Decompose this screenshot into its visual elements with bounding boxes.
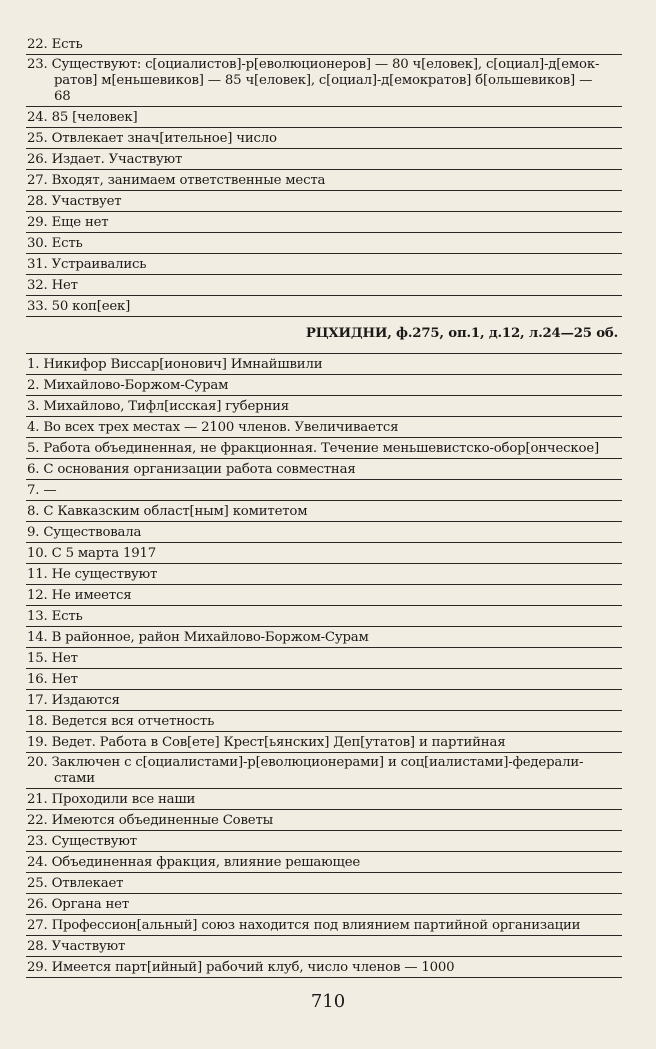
answer-number: 25.	[27, 131, 48, 146]
answer-text: Отвлекает	[51, 876, 124, 891]
answer-number: 18.	[27, 714, 48, 729]
answer-number: 29.	[27, 215, 48, 230]
answer-number: 7.	[27, 483, 40, 498]
answer-text: Ведет. Работа в Сов[ете] Крест[ьянских] Деп[утатов] и партийная	[51, 735, 506, 750]
answer-row	[26, 354, 622, 375]
answer-number: 29.	[27, 960, 48, 975]
answer-text: 85 [человек]	[51, 110, 138, 125]
answer-number: 24.	[27, 110, 48, 125]
answer-text: 50 коп[еек]	[51, 299, 131, 314]
answer-row	[26, 627, 622, 648]
answer-row	[26, 873, 622, 894]
answer-number: 23.	[27, 834, 48, 849]
answer-text-continuation: 68	[54, 89, 71, 104]
answer-row	[26, 233, 622, 254]
answer-row	[26, 501, 622, 522]
answer-row	[26, 690, 622, 711]
answer-row	[26, 957, 622, 978]
answer-number: 5.	[27, 441, 40, 456]
answer-text: Профессион[альный] союз находится под влиянием партийной организации	[51, 918, 581, 933]
answer-number: 3.	[27, 399, 40, 414]
answer-text: Отвлекает знач[ительное] число	[51, 131, 277, 146]
answer-row	[26, 648, 622, 669]
answer-number: 26.	[27, 152, 48, 167]
answer-text: С основания организации работа совместная	[43, 462, 356, 477]
answer-number: 8.	[27, 504, 40, 519]
answer-number: 12.	[27, 588, 48, 603]
answer-text: Есть	[51, 236, 83, 251]
answer-number: 1.	[27, 357, 40, 372]
answer-number: 27.	[27, 173, 48, 188]
answer-row	[26, 522, 622, 543]
answer-text: Устраивались	[51, 257, 147, 272]
answer-number: 6.	[27, 462, 40, 477]
answer-number: 24.	[27, 855, 48, 870]
answer-row	[26, 810, 622, 831]
answer-row	[26, 732, 622, 753]
answer-text: Не существуют	[51, 567, 158, 582]
answer-row	[26, 254, 622, 275]
answer-text: Участвует	[51, 194, 122, 209]
answer-number: 22.	[27, 813, 48, 828]
answer-row	[26, 459, 622, 480]
answer-text: Издает. Участвуют	[51, 152, 183, 167]
answer-text: —	[43, 483, 57, 498]
archive-source-reference: РЦХИДНИ, ф.275, оп.1, д.12, л.24—25 об.	[26, 317, 622, 354]
answer-row	[26, 543, 622, 564]
answer-row	[26, 831, 622, 852]
answer-row	[26, 480, 622, 501]
answer-number: 22.	[27, 37, 48, 52]
answer-number: 2.	[27, 378, 40, 393]
answer-row	[26, 894, 622, 915]
answer-text: Ведется вся отчетность	[51, 714, 215, 729]
answer-text: Органа нет	[51, 897, 129, 912]
answer-row	[26, 669, 622, 690]
answer-text: Нет	[51, 278, 78, 293]
answer-text: Существуют: с[оциалистов]-р[еволюционеров] — 80 ч[еловек], с[оциал]-д[емок-	[51, 57, 600, 72]
answer-number: 11.	[27, 567, 48, 582]
answer-row	[26, 789, 622, 810]
answer-number: 23.	[27, 57, 48, 72]
answer-text-continuation: ратов] м[еньшевиков] — 85 ч[еловек], с[оциал]-д[емократов] б[ольшевиков] —	[54, 73, 593, 88]
answer-row	[26, 275, 622, 296]
questionnaire-answers-part-1	[26, 34, 622, 317]
answer-number: 14.	[27, 630, 48, 645]
document-page	[26, 34, 622, 978]
answer-row	[26, 170, 622, 191]
answer-row	[26, 606, 622, 627]
answer-row	[26, 936, 622, 957]
answer-text: Во всех трех местах — 2100 членов. Увеличивается	[43, 420, 399, 435]
answer-text: Входят, занимаем ответственные места	[51, 173, 326, 188]
answer-number: 10.	[27, 546, 48, 561]
answer-text: Михайлово, Тифл[исская] губерния	[43, 399, 289, 414]
answer-text: Имеется парт[ийный] рабочий клуб, число членов — 1000	[51, 960, 455, 975]
answer-row	[26, 915, 622, 936]
answer-text: Не имеется	[51, 588, 132, 603]
answer-number: 32.	[27, 278, 48, 293]
answer-row	[26, 585, 622, 606]
answer-row	[26, 55, 622, 107]
answer-row	[26, 753, 622, 789]
answer-number: 21.	[27, 792, 48, 807]
answer-text-continuation: стами	[54, 771, 95, 786]
answer-number: 31.	[27, 257, 48, 272]
questionnaire-answers-part-2	[26, 354, 622, 978]
answer-number: 28.	[27, 194, 48, 209]
answer-number: 33.	[27, 299, 48, 314]
answer-row	[26, 128, 622, 149]
answer-text: Заключен с с[оциалистами]-р[еволюционерами] и соц[иалистами]-федерали-	[51, 755, 584, 770]
answer-text: Нет	[51, 651, 78, 666]
answer-row	[26, 417, 622, 438]
answer-number: 19.	[27, 735, 48, 750]
answer-text: Издаются	[51, 693, 120, 708]
answer-text: С 5 марта 1917	[51, 546, 156, 561]
answer-text: Есть	[51, 37, 83, 52]
answer-text: Есть	[51, 609, 83, 624]
answer-row	[26, 149, 622, 170]
page-number: 710	[310, 991, 346, 1012]
answer-row	[26, 296, 622, 317]
answer-number: 9.	[27, 525, 40, 540]
answer-row	[26, 191, 622, 212]
answer-text: С Кавказским област[ным] комитетом	[43, 504, 308, 519]
answer-row	[26, 438, 622, 459]
answer-row	[26, 107, 622, 128]
answer-number: 13.	[27, 609, 48, 624]
answer-number: 26.	[27, 897, 48, 912]
answer-row	[26, 711, 622, 732]
answer-text: Объединенная фракция, влияние решающее	[51, 855, 361, 870]
answer-text: Никифор Виссар[ионович] Имнайшвили	[43, 357, 323, 372]
answer-number: 16.	[27, 672, 48, 687]
answer-text: Существуют	[51, 834, 137, 849]
answer-number: 25.	[27, 876, 48, 891]
answer-text: Еще нет	[51, 215, 109, 230]
answer-number: 4.	[27, 420, 40, 435]
answer-row	[26, 212, 622, 233]
answer-row	[26, 396, 622, 417]
answer-row	[26, 375, 622, 396]
answer-row	[26, 852, 622, 873]
answer-row	[26, 34, 622, 55]
answer-text: Михайлово-Боржом-Сурам	[43, 378, 229, 393]
answer-text: В районное, район Михайлово-Боржом-Сурам	[51, 630, 369, 645]
answer-number: 15.	[27, 651, 48, 666]
answer-text: Нет	[51, 672, 78, 687]
answer-text: Работа объединенная, не фракционная. Течение меньшевистско-обор[онческое]	[43, 441, 600, 456]
answer-text: Участвуют	[51, 939, 126, 954]
answer-row	[26, 564, 622, 585]
answer-text: Проходили все наши	[51, 792, 196, 807]
answer-number: 20.	[27, 755, 48, 770]
answer-number: 17.	[27, 693, 48, 708]
answer-number: 28.	[27, 939, 48, 954]
answer-number: 30.	[27, 236, 48, 251]
answer-text: Имеются объединенные Советы	[51, 813, 273, 828]
answer-text: Существовала	[43, 525, 142, 540]
answer-number: 27.	[27, 918, 48, 933]
